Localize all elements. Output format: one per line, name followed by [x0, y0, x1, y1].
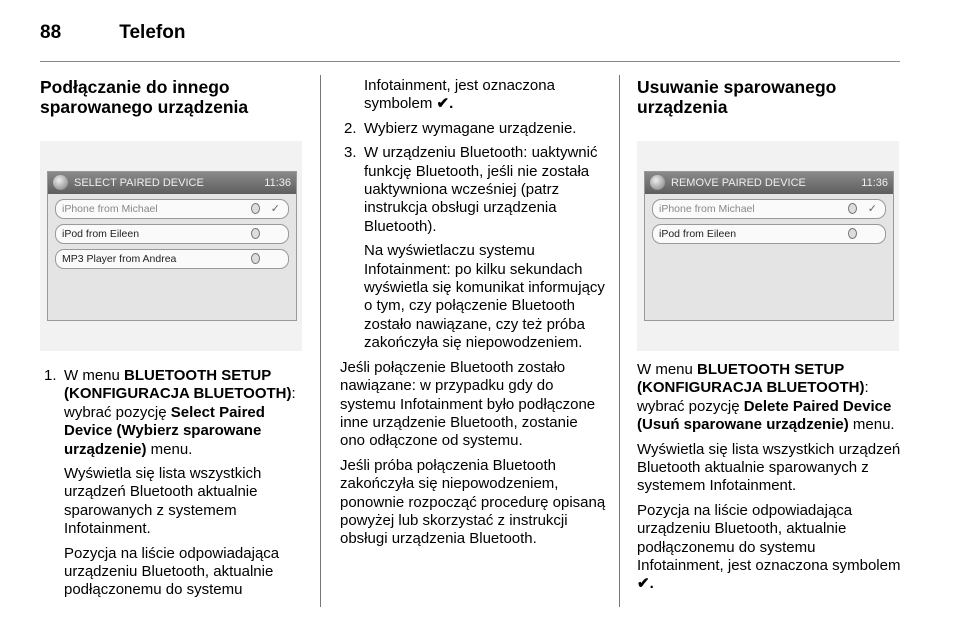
column-divider	[619, 75, 620, 607]
bluetooth-device-icon	[848, 203, 857, 214]
paragraph: Na wyświetlaczu systemu Infotainment: po kilku sekundach wyświetla się komunikat informujący o tym, czy połączenie Bluetooth zostało nawiązane, czy też próba zakończyła się niepowodzeniem.	[364, 242, 605, 352]
bluetooth-device-icon	[251, 203, 260, 214]
device-item	[55, 249, 289, 269]
step-number: 1.	[44, 367, 57, 384]
phone-orb-icon	[650, 175, 665, 190]
step-1-continued	[340, 77, 606, 114]
step-3	[340, 144, 606, 352]
header-rule	[40, 61, 900, 62]
screen-image	[40, 141, 302, 351]
menu-item-name: Delete Paired Device (Usuń sparowane urządzenie)	[637, 397, 892, 434]
device-label: iPod from Eileen	[62, 228, 140, 240]
phone-orb-icon	[53, 175, 68, 190]
menu-name: BLUETOOTH SETUP (KONFIGURACJA BLUETOOTH)	[64, 367, 292, 403]
device-screen	[644, 171, 894, 321]
step-1	[40, 367, 302, 600]
device-label: iPhone from Michael	[62, 203, 158, 215]
device-screen	[47, 171, 297, 321]
paragraph: Pozycja na liście odpowiadająca urządzeniu Bluetooth, aktualnie podłączonemu do systemu	[64, 544, 280, 599]
menu-item-name: Select Paired Device (Wybierz sparowane urządzenie)	[64, 403, 265, 458]
paragraph: Wyświetla się lista wszystkich urządzeń Bluetooth aktualnie sparowanych z systemem Infotainment.	[64, 465, 262, 538]
bluetooth-device-icon	[251, 253, 260, 264]
text: Pozycja na liście odpowiadająca urządzeniu Bluetooth, aktualnie podłączonemu do systemu Infotainment, jest oznaczona symbolem	[637, 501, 901, 575]
device-label: MP3 Player from Andrea	[62, 253, 177, 265]
device-item	[55, 224, 289, 244]
step-number: 3.	[344, 144, 357, 162]
section-heading: Usuwanie sparowanego urządzenia	[637, 77, 837, 117]
device-item	[652, 199, 886, 219]
paragraph: Wybierz wymagane urządzenie.	[364, 119, 577, 137]
bluetooth-device-icon	[251, 228, 260, 239]
bluetooth-device-icon	[848, 228, 857, 239]
step-number: 2.	[344, 119, 357, 137]
device-item	[55, 199, 289, 219]
screen-titlebar	[645, 172, 893, 194]
step-2	[340, 120, 606, 138]
screen-time: 11:36	[861, 177, 888, 189]
device-label: iPhone from Michael	[659, 203, 755, 215]
screen-titlebar	[48, 172, 296, 194]
device-item	[652, 224, 886, 244]
text: W menu	[64, 367, 125, 384]
checkmark-icon: ✔.	[436, 95, 454, 113]
text: W menu	[637, 361, 698, 378]
screen-title: SELECT PAIRED DEVICE	[74, 177, 204, 189]
check-icon: ✓	[270, 203, 280, 215]
checkmark-icon: ✔.	[637, 575, 654, 593]
text: menu.	[146, 440, 193, 458]
paragraph: Jeśli połączenie Bluetooth zostało nawiązane: w przypadku gdy do systemu Infotainment było podłączone inne urządzenie Bluetooth, zostanie ono odłączone od systemu.	[340, 358, 596, 450]
screen-title: REMOVE PAIRED DEVICE	[671, 177, 806, 189]
paragraph: W urządzeniu Bluetooth: uaktywnić funkcję Bluetooth, jeśli nie została uaktywniona wcześniej (patrz instrukcja obsługi urządzenia Bluetooth).	[364, 144, 598, 235]
text: menu.	[848, 416, 895, 434]
column-divider	[320, 75, 321, 607]
paragraph: Wyświetla się lista wszystkich urządzeń Bluetooth aktualnie sparowanych z systemem Infotainment.	[637, 440, 901, 495]
screen-time: 11:36	[264, 177, 291, 189]
screen-image	[637, 141, 899, 351]
column-1	[40, 77, 302, 606]
check-icon: ✓	[867, 203, 877, 215]
section-title: Telefon	[119, 22, 186, 43]
paragraph: Jeśli próba połączenia Bluetooth zakończyła się niepowodzeniem, ponownie rozpocząć procedurę opisaną powyżej lub skorzystać z instrukcji obsługi urządzenia Bluetooth.	[340, 456, 606, 548]
text: : wybrać pozycję	[637, 379, 869, 415]
section-heading: Podłączanie do innego sparowanego urządzenia	[40, 77, 249, 117]
column-2	[340, 77, 606, 555]
device-label: iPod from Eileen	[659, 228, 737, 240]
page-header	[40, 22, 185, 44]
text: : wybrać pozycję	[64, 385, 296, 421]
column-3	[637, 77, 903, 600]
page-number: 88	[40, 22, 62, 43]
menu-name: BLUETOOTH SETUP (KONFIGURACJA BLUETOOTH)	[637, 361, 865, 397]
text: Infotainment, jest oznaczona symbolem	[364, 77, 555, 113]
